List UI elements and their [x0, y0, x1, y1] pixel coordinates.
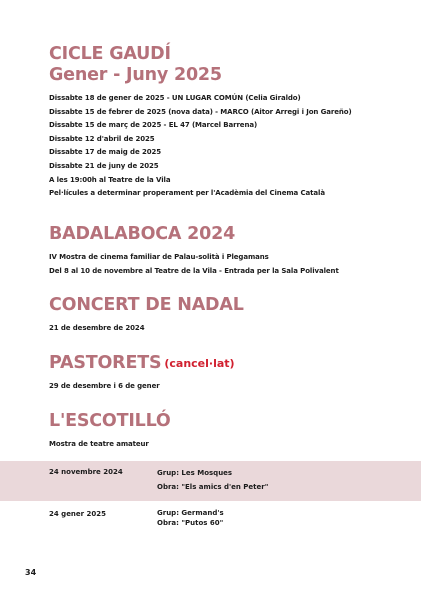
work-title: Obra: "Els amics d'en Peter": [157, 482, 269, 491]
event-list: [49, 251, 401, 278]
group-name: Grup: Germand's: [157, 509, 224, 517]
list-item: Pel·lícules a determinar properament per l'Acadèmia del Cinema Català: [49, 189, 325, 198]
cancelled-note: (cancel·lat): [164, 357, 235, 370]
list-item: IV Mostra de cinema familiar de Palau-solità i Plegamans: [49, 253, 269, 261]
performance-date: 24 gener 2025: [49, 510, 107, 518]
section-title-text: PASTORETS: [49, 353, 162, 373]
section-escotillo: [49, 411, 401, 452]
work-title: Obra: "Putos 60": [157, 518, 224, 527]
list-item: Dissabte 17 de maig de 2025: [49, 148, 162, 157]
section-title: L'ESCOTILLÓ: [49, 411, 171, 431]
list-item: Dissabte 15 de març de 2025 - EL 47 (Marcel Barrena): [49, 121, 258, 130]
list-item: 21 de desembre de 2024: [49, 324, 145, 332]
list-item: 29 de desembre i 6 de gener: [49, 382, 160, 390]
section-badalaboca: [49, 224, 401, 278]
section-concert-nadal: [49, 295, 401, 336]
section-title: [49, 353, 401, 374]
performance-date: 24 novembre 2024: [49, 468, 123, 476]
section-cicle-gaudi: [49, 44, 401, 201]
page-number: 34: [25, 568, 37, 577]
section-intro: Mostra de teatre amateur: [49, 440, 149, 448]
list-item: Dissabte 12 d'abril de 2025: [49, 134, 155, 143]
list-item: A les 19:00h al Teatre de la Vila: [49, 175, 171, 184]
list-item: Del 8 al 10 de novembre al Teatre de la Vila - Entrada per la Sala Polivalent: [49, 266, 339, 275]
list-item: Dissabte 21 de juny de 2025: [49, 161, 159, 170]
group-name: Grup: Les Mosques: [157, 469, 233, 477]
section-title: CICLE GAUDÍ: [49, 44, 171, 64]
performance-info: [157, 509, 224, 528]
performance-info: [157, 467, 268, 494]
event-list: [49, 322, 401, 336]
event-list: [49, 380, 401, 394]
section-pastorets: [49, 353, 401, 394]
list-item: Dissabte 15 de febrer de 2025 (nova data) - MARCO (Aitor Arregi i Jon Gareño): [49, 107, 352, 116]
section-title: BADALABOCA 2024: [49, 224, 236, 244]
section-title: CONCERT DE NADAL: [49, 295, 244, 315]
section-subtitle: Gener - Juny 2025: [49, 65, 222, 85]
list-item: Dissabte 18 de gener de 2025 - UN LUGAR COMÚN (Celia Giraldo): [49, 94, 301, 102]
event-list: [49, 92, 401, 201]
